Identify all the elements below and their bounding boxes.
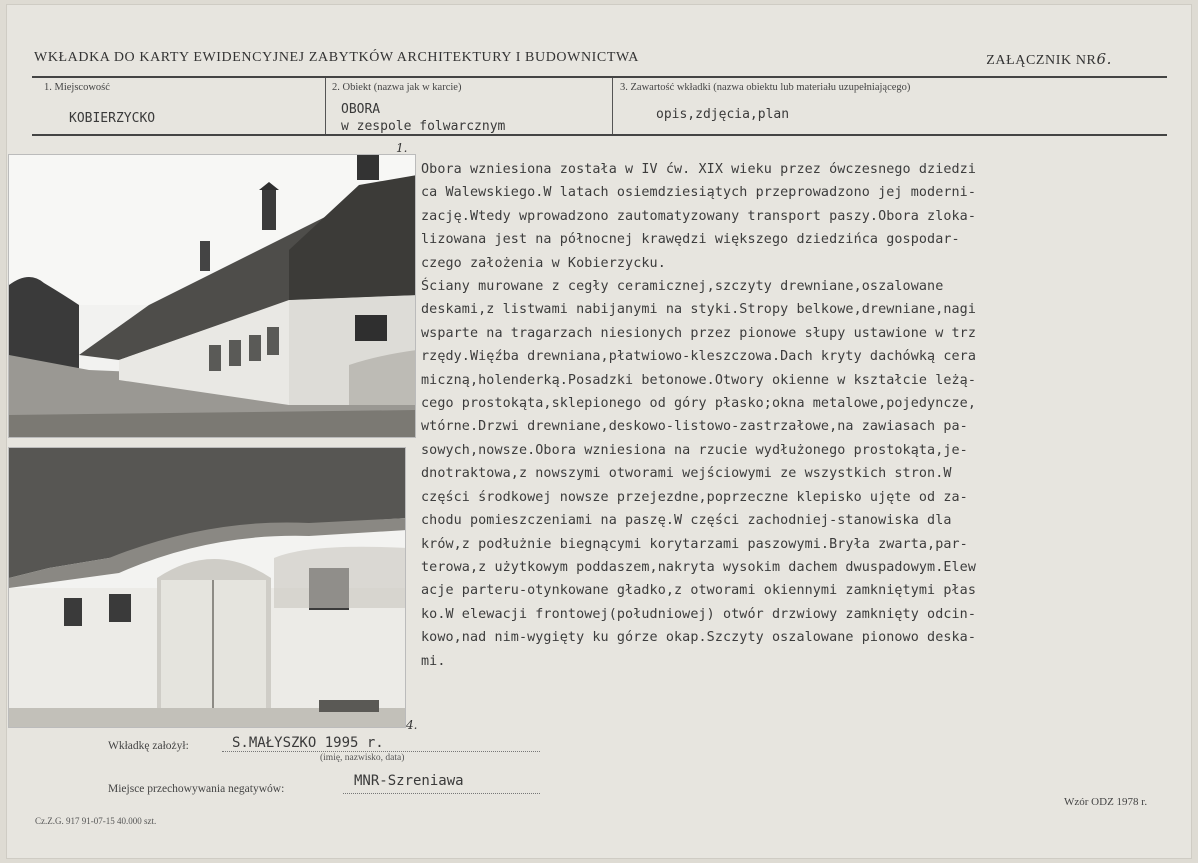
photo-building-exterior xyxy=(8,154,416,438)
negatives-label: Miejsce przechowywania negatywów: xyxy=(108,783,285,795)
description-line: czego założenia w Kobierzycku. xyxy=(421,255,666,271)
description-line: sowych,nowsze.Obora wzniesiona na rzucie wydłużonego prostokąta,je- xyxy=(421,442,968,458)
author-label: Wkładkę założył: xyxy=(108,740,189,752)
negatives-value: MNR-Szreniawa xyxy=(354,773,464,789)
field-object-label: 2. Obiekt (nazwa jak w karcie) xyxy=(332,82,462,93)
description-line: terowa,z użytkowym poddaszem,nakryta wysokim dachem dwuspadowym.Elew xyxy=(421,559,977,575)
annex-number xyxy=(986,50,1112,69)
author-dotted-line xyxy=(222,751,540,752)
description-line: ca Walewskiego.W latach osiemdziesiątych przeprowadzono jej moderni- xyxy=(421,185,977,201)
annex-label: ZAŁĄCZNIK NR xyxy=(986,53,1097,68)
description-line: deskami,z listwami nabijanymi na styki.Stropy belkowe,drewniane,nagi xyxy=(421,302,977,318)
form-title: WKŁADKA DO KARTY EWIDENCYJNEJ ZABYTKÓW ARCHITEKTURY I BUDOWNICTWA xyxy=(34,50,639,65)
description-line: cego prostokąta,sklepionego od góry płasko;okna metalowe,pojedyncze, xyxy=(421,396,977,412)
print-info: Cz.Z.G. 917 91-07-15 40.000 szt. xyxy=(35,816,157,826)
author-hint: (imię, nazwisko, data) xyxy=(320,753,405,763)
photo-number-1: 1. xyxy=(396,141,408,155)
description-line: lizowana jest na północnej krawędzi większego dziedzińca gospodar- xyxy=(421,232,960,248)
field-locality-value: KOBIERZYCKO xyxy=(69,111,156,126)
negatives-dotted-line xyxy=(343,793,540,794)
field-contents-label: 3. Zawartość wkładki (nazwa obiektu lub materiału uzupełniającego) xyxy=(620,82,911,93)
field-divider xyxy=(325,78,326,134)
form-pattern: Wzór ODZ 1978 r. xyxy=(1064,796,1148,808)
description-line: wtórne.Drzwi drewniane,deskowo-listowo-zastrzałowe,na zawiasach pa- xyxy=(421,419,968,435)
description-line: zację.Wtedy wprowadzono zautomatyzowany transport paszy.Obora zloka- xyxy=(421,208,977,224)
description-line: mi. xyxy=(421,653,446,669)
description-line: chodu pomieszczeniami na paszę.W części zachodniej-stanowiska dla xyxy=(421,513,952,529)
field-object-value-line1: OBORA xyxy=(341,102,381,117)
description-line: krów,z podłużnie biegnącymi korytarzami paszowymi.Bryła zwarta,par- xyxy=(421,536,968,552)
description-line: części środkowej nowsze przejezdne,poprzeczne klepisko ujęte od za- xyxy=(421,489,968,505)
description-line: rzędy.Więźba drewniana,płatwiowo-kleszczowa.Dach kryty dachówką cera xyxy=(421,349,977,365)
description-line: dnotraktowa,z nowszymi otworami wejściowymi ze wszystkich stron.W xyxy=(421,466,952,482)
photo-number-4: 4. xyxy=(406,718,418,732)
field-contents-value: opis,zdjęcia,plan xyxy=(656,107,790,122)
header-rule-bottom xyxy=(32,134,1167,136)
description-line: ko.W elewacji frontowej(południowej) otwór drzwiowy zamknięty odcin- xyxy=(421,606,977,622)
description-line: miczną,holenderką.Posadzki betonowe.Otwory okienne w kształcie leżą- xyxy=(421,372,977,388)
description-line: wsparte na tragarzach niesionych przez pionowe słupy ustawione w trz xyxy=(421,325,977,341)
annex-number-handwritten: 6. xyxy=(1096,50,1112,68)
field-divider xyxy=(612,78,613,134)
description-line: acje parteru-otynkowane gładko,z otworami okiennymi zamkniętymi płas xyxy=(421,583,977,599)
author-value: S.MAŁYSZKO 1995 r. xyxy=(232,735,384,751)
description-line: kowo,nad nim-wygięty ku górze okap.Szczyty oszalowane pionowo deska- xyxy=(421,630,977,646)
header-rule-top xyxy=(32,76,1167,78)
field-object-value-line2: w zespole folwarcznym xyxy=(341,119,506,134)
description-line: Obora wzniesiona została w IV ćw. XIX wieku przez ówczesnego dziedzi xyxy=(421,162,977,177)
photo-building-gate xyxy=(8,447,406,728)
description-text xyxy=(421,158,1121,673)
field-locality-label: 1. Miejscowość xyxy=(44,82,110,93)
description-line: Ściany murowane z cegły ceramicznej,szczyty drewniane,oszalowane xyxy=(421,279,944,295)
